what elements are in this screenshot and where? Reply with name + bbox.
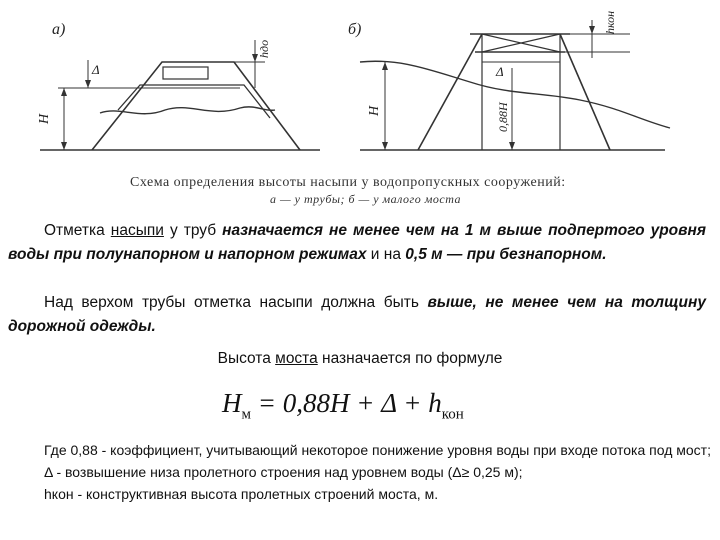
panel-a-H-label: H [37, 113, 52, 124]
definition-hkon: hкон - конструктивная высота пролетных строений моста, м. [44, 486, 439, 502]
panel-b-hkon-label: hкон [603, 10, 617, 34]
formula-definitions [8, 439, 714, 505]
panel-b-label: б) [348, 21, 362, 38]
panel-a-arrow-1 [61, 88, 67, 96]
panel-b-delta-label: Δ [496, 64, 504, 79]
panel-b-water-curve [360, 61, 670, 128]
panel-b-arrow-1 [382, 62, 388, 70]
panel-a-arrow-3 [85, 80, 91, 88]
p2-emphasis: выше, не менее чем на толщину дорожной одежды. [8, 294, 707, 335]
formula-lhs: H [222, 388, 242, 418]
panel-a-pavement [163, 67, 208, 79]
p1-text-1: Отметка [44, 222, 111, 239]
definition-coefficient: Где 0,88 - коэффициент, учитывающий некоторое понижение уровня воды при входе потока под мост; [44, 442, 711, 458]
bridge-height-formula [222, 388, 464, 423]
panel-a-label: а) [52, 21, 66, 38]
panel-a-culvert [40, 40, 320, 150]
panel-b-H-label: H [367, 105, 382, 116]
panel-a-hdo-label: hдо [257, 39, 271, 58]
p3-text-2: назначается по формуле [317, 350, 503, 367]
formula-rhs-subscript: кон [441, 406, 464, 423]
panel-b-arrow-3 [509, 142, 515, 150]
p1-emphasis-2: 0,5 м — при безнапорном. [405, 246, 607, 263]
panel-b-arrow-2 [382, 142, 388, 150]
definition-delta: Δ - возвышение низа пролетного строения над уровнем воды (Δ≥ 0,25 м); [44, 464, 523, 480]
panel-b-bridge [360, 20, 670, 150]
figure-caption [130, 175, 690, 207]
panel-a-arrow-2 [61, 142, 67, 150]
paragraph-embankment-mark [8, 219, 706, 267]
formula-rhs: = 0,88H + Δ + h [251, 388, 442, 418]
p1-text-3: и на [366, 246, 406, 263]
panel-a-embankment [92, 62, 300, 150]
caption-line-2: а — у трубы; б — у малого моста [270, 192, 462, 206]
panel-b-arrow-4 [589, 26, 595, 34]
paragraph-bridge-height [0, 347, 720, 371]
panel-a-delta-label: Δ [92, 62, 100, 77]
panel-b-left-abutment [418, 34, 482, 150]
p1-text-2: у труб [163, 222, 223, 239]
formula-lhs-subscript: м [241, 406, 251, 423]
p1-term-embankment: насыпи [110, 222, 164, 239]
p3-term-bridge: моста [275, 350, 318, 367]
p1-emphasis-1: назначается не менее чем на 1 м выше подпертого уровня воды при полунапорном и напорном режимах [8, 222, 706, 263]
paragraph-pipe-top [8, 291, 706, 339]
panel-b-right-abutment [560, 34, 610, 150]
p2-text-1: Над верхом трубы отметка насыпи должна быть [44, 294, 428, 311]
panel-b-088H-label: 0,88H [496, 102, 510, 132]
caption-line-1: Схема определения высоты насыпи у водопропускных сооружений: [130, 175, 566, 190]
p3-text-1: Высота [217, 350, 276, 367]
